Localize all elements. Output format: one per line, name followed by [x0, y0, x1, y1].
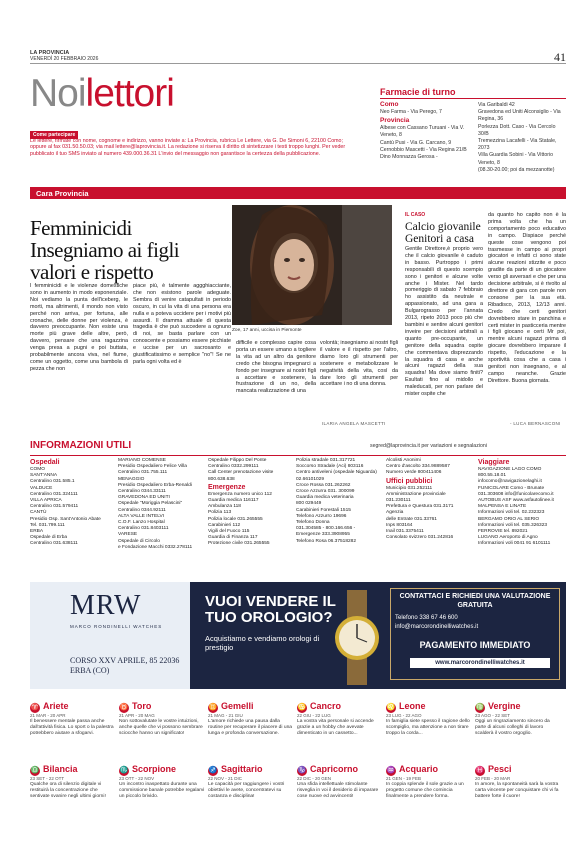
- horoscope-text: Non sottovalutate le vostre intuizioni, anche quelle che vi possono sembrare sciocche hanno un significato!: [119, 718, 203, 736]
- horoscope-sign: Capricorno: [310, 764, 359, 774]
- horoscope-pesci: [475, 764, 561, 800]
- farmacia-line-1: Neo Farma - Via Perego, 7: [380, 109, 442, 115]
- article-col-3: difficile e complesso capire cosa porta un essere umano a togliere la vita ad un altro da genitore credo che bisogna impegnarci a fondo per insegnare ai nostri figli a accettare e sostenere, la frustrazione di un no, della mancata realizzazione di una: [236, 340, 316, 395]
- info-title: INFORMAZIONI UTILI: [30, 440, 132, 451]
- info-line-5-5: Amministrazione provinciale: [386, 491, 446, 497]
- zodiac-icon: ♋: [297, 703, 307, 711]
- farmacia-line-b-1: Gravedona ed Uniti Alconsiglio - Via Regina, 36: [478, 109, 561, 123]
- farmacia-line-5: Cernobbio Mascetti - Via Regina 21/B: [380, 146, 467, 153]
- info-line-3-8: Polizia 113: [208, 510, 232, 516]
- info-line-6-12: LUGANO Aeroporto di Agno: [478, 535, 538, 541]
- info-line-6-1: NAVIGAZIONE LAGO COMO: [478, 467, 542, 472]
- horoscope-toro: [119, 701, 205, 737]
- info-line-1-10: Tel. 031.799.111: [30, 522, 65, 528]
- info-line-3-11: Vigili del Fuoco 115: [208, 529, 250, 535]
- info-line-4-12: Telefono Rosa 06.37518282: [296, 538, 357, 544]
- info-line-3-0: Ospedale Filippo Del Ponte: [208, 458, 267, 463]
- farmacia-line-b-4: Villa Guardia Sobini - Via Vittorio Veneto, 8: [478, 152, 553, 166]
- farmacia-line-b-2: Porlezza Dott. Caso - Via Cercolo 30/B: [478, 123, 556, 137]
- info-line-2-3: MENAGGIO: [118, 476, 145, 482]
- advertisement[interactable]: [30, 582, 566, 689]
- horoscope-scorpione: [119, 764, 205, 800]
- info-line-2-12: VARESE: [118, 532, 138, 538]
- horoscope-dates: 23 OTT - 22 NOV: [119, 775, 155, 781]
- info-line-5-10: Inps 803164: [386, 522, 413, 528]
- horoscope-sign: Toro: [132, 701, 152, 711]
- info-line-1-1: COMO: [30, 467, 45, 472]
- horoscope-gemelli: [208, 701, 294, 737]
- info-line-5-9: delle Entrate 031.33761: [386, 516, 437, 522]
- horoscope-sign: Cancro: [310, 701, 342, 711]
- info-line-6-11: FERROVIE tel. 892021: [478, 529, 528, 535]
- info-line-3-3: 800.638.638: [208, 476, 235, 482]
- info-line-3-12: Guardia di Finanza 117: [208, 535, 258, 541]
- ad-address: CORSO XXV APRILE, 85 22036 ERBA (CO): [70, 656, 180, 675]
- info-line-2-0: MARIANO COMENSE: [118, 458, 166, 463]
- farmacia-line-0: Como: [380, 101, 399, 108]
- horoscope-acquario: [386, 764, 472, 800]
- info-col-6: [478, 458, 568, 548]
- zodiac-icon: ♍: [475, 703, 485, 711]
- info-line-5-1: Centro d'ascolto 334.9889587: [386, 464, 450, 470]
- info-line-2-2: Centralino 031.755.111: [118, 470, 168, 476]
- section-title-noi: Noi: [30, 72, 86, 115]
- horoscope-text: Oggi un ringraziamento sincero da parte di alcuni colleghi di lavoro scalderà il vostro orgoglio.: [475, 718, 550, 736]
- info-line-5-2: Numero verde 800411406: [386, 470, 442, 476]
- zodiac-icon: ♈: [30, 703, 40, 711]
- info-line-2-8: Centralino 0344.92111: [118, 507, 166, 513]
- zodiac-icon: ♌: [386, 703, 396, 711]
- info-line-5-12: Consolato svizzero 031.242816: [386, 535, 454, 541]
- info-line-6-6: AUTOBUS ASF www.asfautolinee.it: [478, 498, 554, 504]
- info-line-3-9: Polizia locale 031.265555: [208, 516, 263, 522]
- info-line-5-0: Alcolisti Anonimi: [386, 458, 421, 463]
- info-line-1-11: ERBA: [30, 529, 44, 535]
- info-line-4-4: Croce Azzurra 031. 300099: [296, 489, 355, 495]
- info-line-6-4: FUNICOLARE Como - Brunate: [478, 485, 545, 491]
- horoscope-text: Le capacità per raggiungere i vostri obiettivi le avete, concentratevi su costanza e disciplina!: [208, 781, 285, 799]
- horoscope-dates: 23 SET - 22 OTT: [30, 775, 65, 781]
- horoscope-sign: Leone: [399, 701, 426, 711]
- info-line-2-9: ALTA VALLE INTELVI: [118, 513, 165, 519]
- farmacie-col-1: [380, 100, 475, 161]
- calcio-col-1: Gentile Direttore,è proprio vero che il calcio giovanile è caduto in basso. Purtroppo i primi responsabili di questo scempio sono i genitori e alcune volte anche i Mister. Nel tardo pomeriggio di sabato 7 febbraio ho assistito da neutrale e appassionato, ad una gara a Bulgarograsso per l'annata 2013, ripeto 2013 poco più che bambini e sentire alcuni genitori inveire per decisioni arbitrali a quanto pre-occupante, un genitore della squadra ospite che commentava disprezzando la squadra di casa e anche alcuni ragazzi della sua squadra! Ma dove siamo finiti? Esultati fino al midollo e maleducati, per non parlare del mister ospite che: [405, 246, 483, 398]
- photo-portrait: [232, 205, 392, 325]
- ad-brand-sub: MARCO RONDINELLI WATCHES: [70, 624, 163, 629]
- zodiac-icon: ♒: [386, 766, 396, 774]
- masthead-name: LA PROVINCIA: [30, 50, 70, 56]
- horoscope-text: L'amore richiede una pausa dalla routine per recuperare il piacere di una lunga e profonda conversazione.: [208, 718, 293, 736]
- info-line-6-9: BERGAMO ORIO AL SERIO: [478, 516, 540, 522]
- horoscope-dates: 22 DIC - 20 GEN: [297, 775, 332, 781]
- article-photo: [232, 205, 392, 325]
- horoscope-text: In coppia splende il sole grazie a un progetto comune che comincia finalmente a prendere forma.: [386, 781, 464, 799]
- info-line-4-1: Soccorso Stradale (Aci) 803116: [296, 464, 364, 470]
- ad-email[interactable]: info@marcorondinelliwatches.it: [395, 624, 479, 630]
- horoscope-sign: Scorpione: [132, 764, 177, 774]
- info-line-1-9: Presidio Osp. Sant'Antonio Abate: [30, 516, 101, 522]
- zodiac-icon: ♊: [208, 703, 218, 711]
- ad-contact-title: CONTATTACI E RICHIEDI UNA VALUTAZIONE GRATUITA: [399, 593, 551, 609]
- info-line-6-2: 800.55.18.01: [478, 473, 507, 479]
- horoscope-dates: 21 GEN - 19 FEB: [386, 775, 422, 781]
- horoscope-dates: 23 LUG - 22 AGO: [386, 712, 422, 718]
- farmacia-line-6: Dino Monnazza Gerosa -: [380, 154, 438, 161]
- calcio-kicker: IL CASO: [405, 212, 426, 218]
- horoscope-sagittario: [208, 764, 294, 800]
- info-line-2-1: Presidio Ospedaliero Felice Villa: [118, 464, 187, 470]
- horoscope-text: Qualche ora di silenzio digitale vi restituirà la concentrazione che sentivate svanire negli ultimi giorni!: [30, 781, 106, 799]
- info-line-2-7: Ospedale "Moriggia Pelascini": [118, 501, 183, 507]
- info-line-2-11: Centralino 031.8403111: [118, 526, 169, 532]
- ad-headline: VUOI VENDERE IL TUO OROLOGIO?: [205, 593, 336, 626]
- info-col-1: [30, 458, 115, 548]
- info-col-3: [208, 458, 293, 548]
- top-rule: [30, 63, 566, 64]
- info-line-5-4: Municipio 031.252111: [386, 485, 433, 491]
- horoscope-capricorno: [297, 764, 383, 800]
- info-line-4-9: Telefono Donna: [296, 520, 330, 526]
- info-line-5-3: Uffici pubblici: [386, 477, 433, 485]
- zodiac-icon: ♓: [475, 766, 485, 774]
- masthead: [30, 50, 98, 62]
- farmacia-line-b-0: Via Garibaldi 42: [478, 102, 515, 108]
- info-line-2-4: Presidio Ospedaliero Erba-Renaldi: [118, 482, 192, 488]
- info-line-5-7: Prefettura e Questura 031.3171: [386, 504, 454, 510]
- info-line-6-0: Viaggiare: [478, 459, 510, 466]
- info-line-3-4: Emergenze: [208, 483, 246, 491]
- info-line-6-8: Informazioni voli tel. 02.232323: [478, 510, 545, 516]
- horoscope-text: In amore, la spontaneità sarà la vostra carta vincente per conquistare chi vi fa battere forte il cuore!: [475, 781, 559, 799]
- cara-provincia-bar: Cara Provincia: [30, 187, 566, 199]
- info-line-1-8: CANTÙ: [30, 510, 47, 516]
- info-line-4-8: Telefono Azzurro 19696: [296, 513, 347, 519]
- article-col-2: piace più, è talmente aggghiacciante, che non esistono parole adeguate. Sembra di venire catapultati in periodo oscuro, in cui la vita di una persona era nulla e a poteva uccidere per i motivi più assurdi. Il dramma attuale di questa tragedia è che può succedere a ognuno di noi, se basta parlare con un conoscente e possiamo essere picchiate e uccise per un sacrosanto e giustificatissimo e semplice "no"! Se ne parla ogni volta ed è: [133, 283, 231, 365]
- info-line-6-13: Informazioni voli 0041 91 6101111: [478, 541, 551, 547]
- horoscope-text: In famiglia siete spesso il ragione dello scompiglio, ma attenzione a non tirare troppo la corda...: [386, 718, 470, 736]
- section-title-lettori: lettori: [85, 72, 174, 115]
- horoscope-dates: 21 APR - 20 MAG: [119, 712, 155, 718]
- info-col-5: [386, 458, 476, 541]
- info-line-4-0: Polizia stradale 031.317721: [296, 458, 356, 463]
- horoscope-dates: 23 AGO - 22 SET: [475, 712, 511, 718]
- farmacie-title: Farmacie di turno: [380, 87, 456, 97]
- horoscope-dates: 22 NOV - 21 DIC: [208, 775, 243, 781]
- zodiac-icon: ♏: [119, 766, 129, 774]
- farmacia-line-4: Cantù Pusi - Via G. Carcano, 9: [380, 139, 452, 146]
- info-line-1-7: Centralino 031.579411: [30, 504, 79, 510]
- section-title: [30, 74, 174, 114]
- info-line-2-13: Ospedale di Circolo: [118, 538, 160, 544]
- horoscope-text: La vostra vita personale si accende grazie a un hobby che avevate dimenticato in un cassetto...: [297, 718, 374, 736]
- farmacia-line-2: Provincia: [380, 117, 410, 125]
- info-line-3-1: Centralino 0332.299111: [208, 464, 259, 470]
- zodiac-icon: ♉: [119, 703, 129, 711]
- main-headline: Femminicidi Insegniamo ai figli valori e rispetto: [30, 216, 180, 284]
- ad-website[interactable]: www.marcorondinelliwatches.it: [410, 658, 550, 668]
- info-line-5-11: Inail 031.3375411: [386, 529, 424, 535]
- horoscope-sign: Bilancia: [43, 764, 78, 774]
- info-email: segred@laprovincia.it per variazioni e segnalazioni: [370, 443, 487, 449]
- article-col-1: I femminicidi e le violenze domestiche sono in aumento in modo esponenziale. Noi vediamo la punta dell'iceberg, le morti, ma altrimenti, il mondo non visto perché non arriva, per fortuna, alle cronache, delle donne per violenza, è davvero preoccupante. Non esiste una morte più grave delle altre, però, davvero, pensare che una ragazzina venga presa a pugni e poi buttata, probabilmente ancora viva, nel fiume, come un oggetto, come una bambola di pezza che non: [30, 283, 128, 372]
- info-line-4-2: Centro antiveleni (ospedale Niguarda) 02.66101029: [296, 470, 377, 482]
- info-line-1-12: Ospedale di Erba: [30, 535, 68, 541]
- info-line-2-14: e Fondazione Macchi 0332.278111: [118, 544, 193, 550]
- farmacia-line-3: Albese con Cassano Turuani - Via V. Veneto, 8: [380, 125, 465, 139]
- farmacia-line-b-5: (08.30-20.00; poi da mezzanotte): [478, 166, 555, 173]
- info-line-1-4: VALDUCE: [30, 485, 53, 491]
- come-partecipare-text: Le lettere, firmate con nome, cognome e indirizzo, vanno inviate a: La Provincia, rubrica Le Lettere, via G. De Simoni 6, 22100 Como; oppure al fax 031.50.50.03; via mail lettere@laprovincia.it. La redazione si riserva il diritto di sintetizzare i testi troppo lunghi. Per veder pubblicato il tuo SMS inviato al numero 439.000.36.31 L'invio del messaggio non garantisce la certezza della pubblicazione.: [30, 138, 346, 157]
- info-line-4-3: Croce Rossa 031.262262: [296, 482, 351, 488]
- horoscope-sign: Ariete: [43, 701, 69, 711]
- calcio-signature: - LUCA BERNASCONI: [510, 421, 561, 426]
- info-line-4-10: 031.304585 - 800.166.656 -: [296, 526, 356, 532]
- horoscope-ariete: [30, 701, 116, 737]
- horoscope-dates: 21 MAR - 20 APR: [30, 712, 66, 718]
- watch-icon: [330, 590, 385, 685]
- info-line-5-8: Agenzia: [386, 510, 404, 516]
- info-line-1-5: Centralino 031.324111: [30, 491, 78, 497]
- zodiac-icon: ♐: [208, 766, 218, 774]
- info-line-2-6: GRAVEDONA ED UNITI: [118, 495, 170, 501]
- info-line-1-13: Centralino 031.638111: [30, 541, 78, 547]
- info-line-3-13: Protezione civile 031.265555: [208, 541, 270, 547]
- photo-caption: Zoe, 17 anni, uccisa in Piemonte: [232, 328, 302, 333]
- horoscope-leone: [386, 701, 472, 737]
- calcio-title: Calcio giovanile Genitori a casa: [405, 221, 481, 245]
- info-line-3-5: Emergenza numero unico 112: [208, 491, 272, 497]
- info-line-6-5: 031.303608 info@funicolarecomo.it: [478, 491, 554, 497]
- farmacie-rule: [380, 98, 566, 99]
- info-line-6-10: Informazioni voli tel. 035.326323: [478, 522, 548, 528]
- calcio-col-2: da quanto ho capito non è la prima volta che ha un comportamento poco educativo in campo. Dispiace perché queste cose vengono poi trasmesse in campo ai propri giocatori e infatti ci sono state alcune reazioni stizzite e poco gradite da parte di un giocatore verso gli avversari e che per una decisione arbitrale, si è rivolto al direttore di gara con parole non consone per la sua età. Ribadisco, 2013, 12/13 anni. Credo che certi genitori dovrebbero stare in panchina e certi mister in pasticceria mentre i figli giocano e certi Mr poi, mentre alcuni ragazzi prima di giocare dovrebbero imparare il rispetto, l'educazione e la sportività cosa che a casa i genitori non insegnano, e al campo neanche. Grazie Direttore. Buona giornata.: [488, 212, 566, 384]
- horoscope-bilancia: [30, 764, 116, 800]
- ad-subtitle: Acquistiamo e vendiamo orologi di prestigio: [205, 634, 320, 652]
- horoscope-sign: Vergine: [488, 701, 521, 711]
- info-line-4-11: Emergenze 333.3908955: [296, 532, 350, 538]
- horoscope-sign: Gemelli: [221, 701, 254, 711]
- horoscope-sign: Pesci: [488, 764, 512, 774]
- info-line-3-10: Carabinieri 112: [208, 522, 241, 528]
- article-signature: ILARIA ANGELA MASCETTI: [322, 421, 386, 426]
- horoscope-sign: Acquario: [399, 764, 439, 774]
- ad-brand-logo: MRW: [70, 590, 142, 621]
- info-col-2: [118, 458, 206, 551]
- info-line-6-7: MALPENSA E LINATE: [478, 504, 527, 510]
- info-line-4-7: Carabinieri Forestali 1515: [296, 507, 351, 513]
- horoscope-dates: 21 MAG - 21 GIU: [208, 712, 243, 718]
- farmacia-line-b-3: Tremezzina Lacafelli - Via Statale, 2073: [478, 138, 557, 152]
- horoscope-dates: 20 FEB - 20 MAR: [475, 775, 511, 781]
- ad-payment: PAGAMENTO IMMEDIATO: [419, 640, 531, 650]
- horoscope-text: Il benessere mentale passa anche dall'attività fisica. Lo sport o la palestra potrebbero aiutare a sfogarvi.: [30, 718, 114, 736]
- horoscope-sign: Sagittario: [221, 764, 263, 774]
- horoscope-dates: 22 GIU - 22 LUG: [297, 712, 331, 718]
- ad-contacts: [395, 614, 478, 632]
- info-line-5-6: 031.230111: [386, 498, 411, 504]
- info-line-4-6: 800 029449: [296, 501, 322, 507]
- info-line-1-0: Ospedali: [30, 459, 60, 466]
- page-number: 41: [554, 50, 566, 64]
- info-line-3-7: Ambulanza 118: [208, 504, 241, 510]
- masthead-date: VENERDÌ 20 FEBBRAIO 2026: [30, 56, 99, 62]
- zodiac-icon: ♑: [297, 766, 307, 774]
- info-line-3-2: Call Center prenotazione visite: [208, 470, 274, 476]
- info-line-2-5: Centralino 0344.33111: [118, 489, 166, 495]
- info-col-4: [296, 458, 384, 545]
- horoscope-text: Un incontro inaspettato durante una commissione banale potrebbe regalarvi un piccolo brivido.: [119, 781, 205, 799]
- horoscope-cancro: [297, 701, 383, 737]
- info-rule: [30, 455, 566, 456]
- info-line-1-2: SANT'ANNA: [30, 473, 58, 479]
- info-line-2-10: C.O.F. Lanzo Hospital: [118, 520, 165, 526]
- info-line-6-3: infocomo@navigazionelaghi.it: [478, 479, 542, 485]
- farmacie-col-2: [478, 102, 566, 174]
- zodiac-icon: ♎: [30, 766, 40, 774]
- info-line-1-3: Centralino 031.585.1: [30, 479, 75, 485]
- info-line-4-5: Guardia medica veterinaria: [296, 495, 354, 501]
- ad-phone[interactable]: Telefono 338 67 46 600: [395, 615, 458, 621]
- come-partecipare-label: Come partecipare: [30, 131, 78, 139]
- article-col-4: volontà; insegniamo ai nostri figli il valore e il rispetto per l'altro, diamo loro gli strumenti per sostenere e metabolizzare le negatività della vita, così da dare loro gli strumenti per accettare i no di una donna.: [320, 340, 398, 388]
- info-line-1-6: VILLA APRICA: [30, 498, 62, 504]
- horoscope-vergine: [475, 701, 561, 737]
- horoscope-text: Una sfida intellettuale stimolante risveglia in voi il desiderio di imparare cose nuove ed avvincenti!: [297, 781, 379, 799]
- info-line-3-6: Guardia medica 116117: [208, 498, 259, 504]
